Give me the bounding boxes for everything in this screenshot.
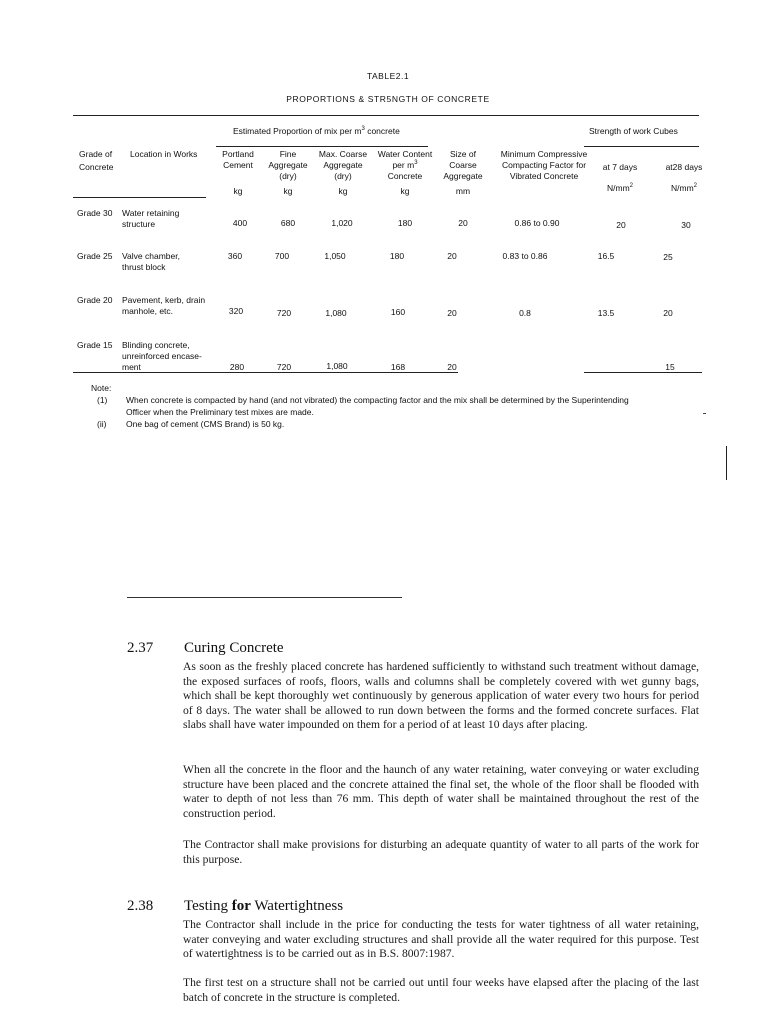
table-cell-cement: 360 xyxy=(227,251,243,261)
note-mark: (ii) xyxy=(97,419,107,429)
note-text: One bag of cement (CMS Brand) is 50 kg. xyxy=(126,419,285,429)
strength-group-header: Strength of work Cubes xyxy=(589,126,678,136)
section-title: Testing for Watertightness xyxy=(184,898,344,914)
header-bottom-rule-left xyxy=(73,197,206,198)
table-bottom-rule-right xyxy=(584,372,702,373)
table-cell-water: 168 xyxy=(390,362,406,372)
col-header-coarse: Max. Coarse Aggregate (dry) kg xyxy=(318,149,368,196)
table-row-location: Valve chamber, thrust block xyxy=(122,251,180,272)
table-cell-size: 20 xyxy=(447,362,457,372)
table-cell-coarse: 1,080 xyxy=(326,361,348,371)
table-cell-coarse: 1,020 xyxy=(331,218,353,228)
paragraph: As soon as the freshly placed concrete has hardened sufficiently to withstand such treatment without damage, the exposed surfaces of roofs, floors, walls and columns shall be completely covered with wet gunny bags, which shall be kept thoroughly wet continuously by generous application of water every two hours for period of 8 days. The water shall be allowed to run down between the forms and the formed concrete surfaces. Flat slabs shall have water impounded on them for a period of at least 10 days after placing. xyxy=(183,660,699,732)
table-cell-28days: 15 xyxy=(665,362,675,372)
col-header-7days: at 7 days $N/mm^2$ xyxy=(602,162,638,193)
table-cell-fine: 700 xyxy=(274,251,290,261)
table-cell-coarse: 1,050 xyxy=(324,251,346,261)
table-cell-fine: 720 xyxy=(276,362,292,372)
table-cell-fine: 720 xyxy=(276,308,292,318)
table-cell-cement: 400 xyxy=(232,218,248,228)
col-header-location: Location in Works xyxy=(130,149,198,159)
table-cell-size: 20 xyxy=(447,251,457,261)
table-cell-water: 180 xyxy=(397,218,413,228)
table-bottom-rule-left xyxy=(73,372,458,373)
strength-header-rule xyxy=(584,146,699,147)
table-cell-cement: 320 xyxy=(228,306,244,316)
table-row-location: Blinding concrete, unreinforced encase- ment xyxy=(122,340,202,372)
table-row-grade: Grade 20 xyxy=(77,295,113,305)
section-separator xyxy=(127,597,402,598)
table-cell-compact: 0.83 to 0.86 xyxy=(502,251,548,261)
col-header-28days: at28 days $N/mm^2$ xyxy=(665,162,703,193)
paragraph: The first test on a structure shall not be carried out until four weeks have elapsed after the placing of the last batch of concrete in the structure is completed. xyxy=(183,976,699,1004)
table-cell-7days: 16.5 xyxy=(597,251,615,261)
section-number: 2.37 xyxy=(127,640,154,656)
group-header-rule xyxy=(216,146,428,147)
table-number: TABLE2.1 xyxy=(366,71,410,81)
table-cell-7days: 20 xyxy=(616,220,626,230)
col-header-size: Size of Coarse Aggregate mm xyxy=(443,149,483,196)
note-text: When concrete is compacted by hand (and not vibrated) the compacting factor and the mix shall be determined by the Superintending Officer when the Preliminary test mixes are made. xyxy=(126,395,629,417)
col-header-cement: Portland Cement kg xyxy=(222,149,254,196)
col-header-grade: Grade of Concrete xyxy=(79,149,114,172)
table-row-grade: Grade 30 xyxy=(77,208,113,218)
table-cell-size: 20 xyxy=(447,308,457,318)
paragraph: The Contractor shall include in the price for conducting the tests for water tightness of all water retaining, water conveying and water excluding structures and shall provide all the water required for this purpose. Test of watertightness is to be carried out as in B.S. 8007:1987. xyxy=(183,918,699,961)
table-title: PROPORTIONS & STR5NGTH OF CONCRETE xyxy=(286,94,490,104)
table-cell-size: 20 xyxy=(458,218,468,228)
table-row-grade: Grade 15 xyxy=(77,340,113,350)
margin-bar xyxy=(726,446,727,480)
col-header-water: Water Content per $m^3$ Concrete kg xyxy=(377,149,433,196)
table-cell-28days: 30 xyxy=(681,220,691,230)
paragraph: The Contractor shall make provisions for disturbing an adequate quantity of water to all parts of the work for this purpose. xyxy=(183,838,699,866)
section-title: Curing Concrete xyxy=(184,640,284,656)
table-cell-compact: 0.8 xyxy=(519,308,531,318)
table-row-grade: Grade 25 xyxy=(77,251,113,261)
note-mark: (1) xyxy=(97,395,108,405)
col-header-compact: Minimum Compressive Compacting Factor for Vibrated Concrete xyxy=(500,149,588,181)
paragraph: When all the concrete in the floor and the haunch of any water retaining, water conveying or water excluding structure have been placed and the concrete attained the final set, the whole of the floor shall be flooded with water to depth of not less than 76 mm. This depth of water shall be maintained throughout the rest of the construction period. xyxy=(183,763,699,820)
table-cell-water: 180 xyxy=(389,251,405,261)
margin-dash xyxy=(703,413,706,414)
table-cell-compact: 0.86 to 0.90 xyxy=(514,218,560,228)
table-cell-water: 160 xyxy=(390,307,406,317)
table-top-rule xyxy=(73,115,699,116)
table-cell-coarse: 1,080 xyxy=(325,308,347,318)
col-header-fine: Fine Aggregate (dry) kg xyxy=(268,149,308,196)
table-cell-7days: 13.5 xyxy=(597,308,615,318)
proportion-group-header: Estimated Proportion of mix per $m^3$ concrete xyxy=(233,126,400,136)
table-cell-cement: 280 xyxy=(229,362,245,372)
table-cell-28days: 25 xyxy=(663,252,673,262)
table-cell-28days: 20 xyxy=(663,308,673,318)
note-label: Note: xyxy=(91,383,112,393)
table-row-location: Pavement, kerb, drain manhole, etc. xyxy=(122,295,206,316)
section-number: 2.38 xyxy=(127,898,154,914)
table-row-location: Water retaining structure xyxy=(122,208,180,229)
table-cell-fine: 680 xyxy=(280,218,296,228)
